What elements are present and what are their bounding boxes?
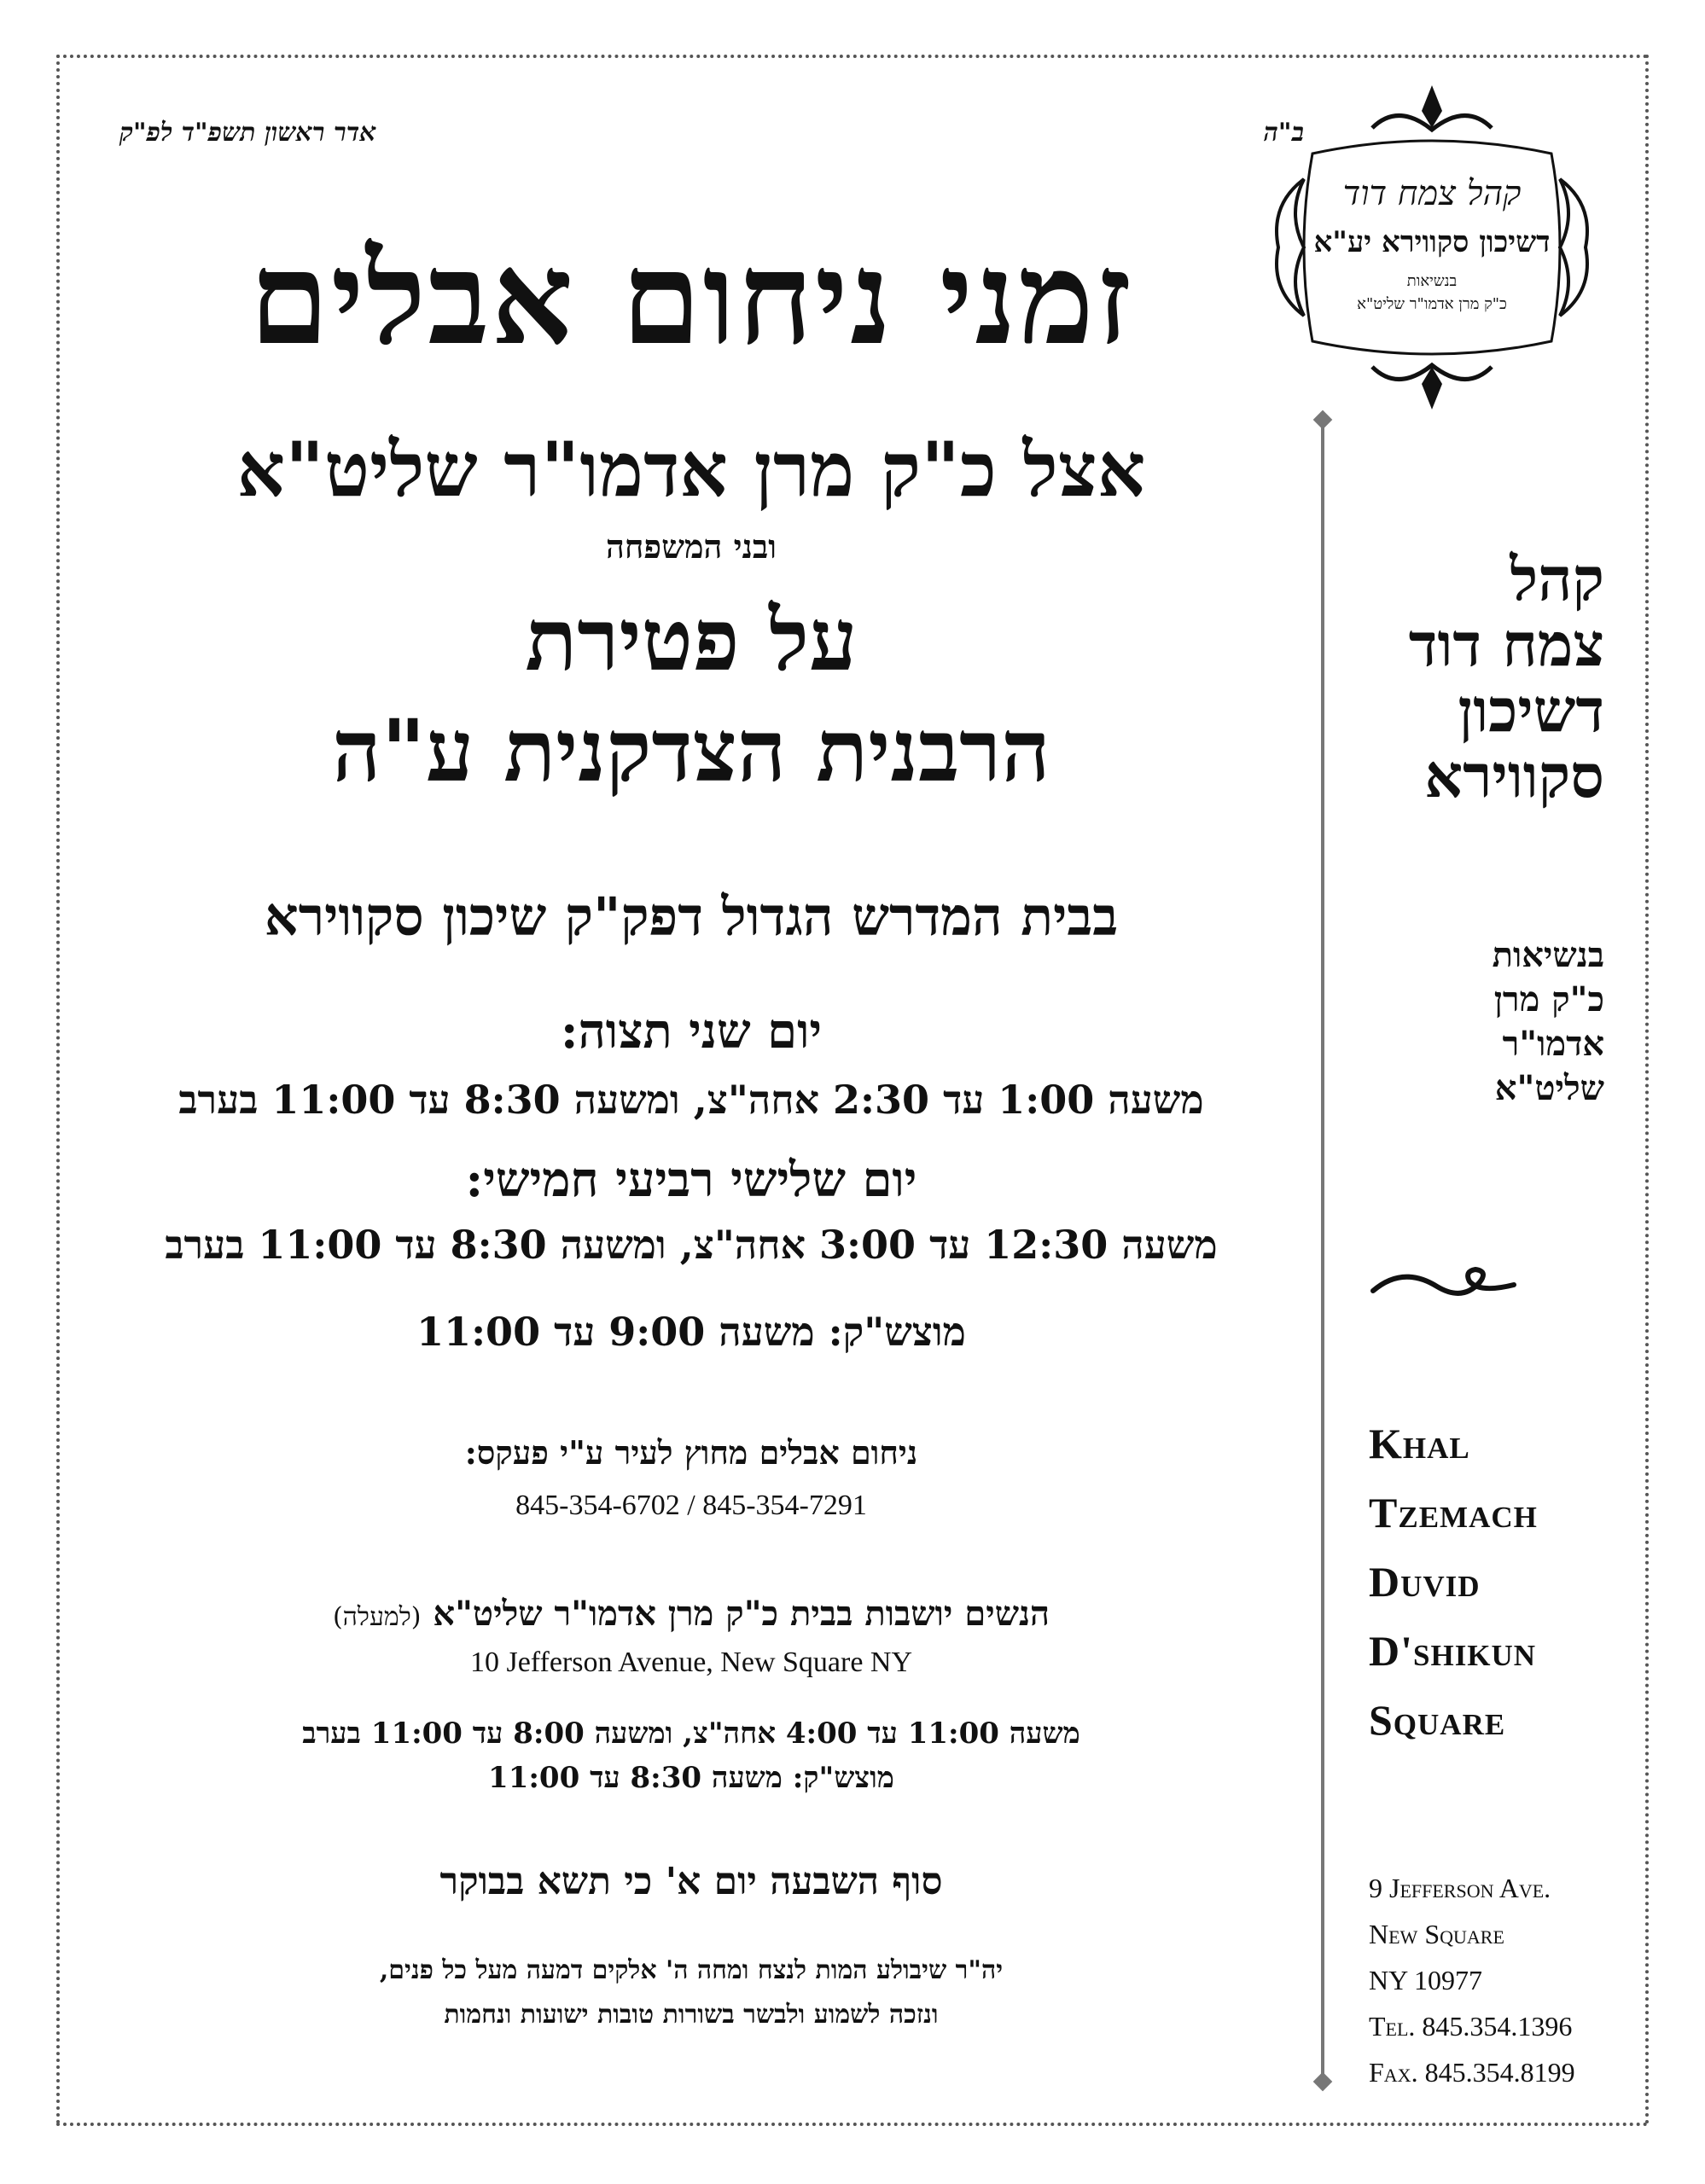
sidebar-contact-address bbox=[1369, 1865, 1642, 2095]
location: בבית המדרש הגדול דפק"ק שיכון סקווירא bbox=[264, 886, 1119, 948]
address-line: New Square bbox=[1369, 1919, 1504, 1949]
sidebar-en-name-line: Tzemach bbox=[1369, 1489, 1538, 1536]
fax-line: Fax. 845.354.8199 bbox=[1369, 2057, 1575, 2088]
sidebar-he-leader-line: בנשיאות bbox=[1492, 935, 1604, 975]
bh-marker: ב"ה bbox=[1263, 118, 1304, 148]
seal-ornament-right bbox=[1560, 179, 1587, 316]
phone-line: Tel. 845.354.1396 bbox=[1369, 2011, 1573, 2042]
prayer-line-1: יה"ר שיבולע המות לנצח ומחה ה' אלקים דמעה מעל כל פנים, bbox=[379, 1955, 1004, 1985]
hebrew-date: אדר ראשון תשפ"ד לפ"ק bbox=[119, 118, 376, 148]
occasion-line-1: על פטירת bbox=[525, 590, 858, 690]
women-address: 10 Jefferson Avenue, New Square NY bbox=[469, 1647, 913, 1678]
fax-numbers: 845-354-6702 / 845-354-7291 bbox=[515, 1490, 867, 1521]
sidebar-en-name-line: Duvid bbox=[1369, 1558, 1481, 1606]
women-motzei-hours: מוצש"ק: משעה 8:30 עד 11:00 bbox=[488, 1761, 894, 1795]
seal-line-2: דשיכון סקווירא יע"א bbox=[1313, 225, 1551, 259]
prayer-line-2: ונזכה לשמוע ולבשר בשורות טובות ישועות ונחמות bbox=[444, 2000, 939, 2030]
sidebar-en-name-line: Khal bbox=[1369, 1420, 1470, 1467]
sidebar-he-leader-line: שליט"א bbox=[1494, 1068, 1604, 1108]
day1-hours: משעה 1:00 עד 2:30 אחה"צ, ומשעה 8:30 עד 11:00 בערב bbox=[178, 1077, 1204, 1123]
seal-ornament-left bbox=[1277, 179, 1304, 316]
day1-label: יום שני תצוה: bbox=[560, 1003, 823, 1060]
flourish-ornament-icon bbox=[1369, 1261, 1522, 1304]
notice-title: זמני ניחום אבלים bbox=[249, 224, 1133, 374]
sidebar-he-name-line: קהל bbox=[1510, 543, 1604, 614]
sidebar-he-name-line: סקווירא bbox=[1424, 741, 1604, 811]
day2-label: יום שלישי רביעי חמישי: bbox=[465, 1152, 917, 1208]
women-note: (למעלה) bbox=[332, 1602, 422, 1632]
sidebar-hebrew-name bbox=[1348, 543, 1630, 811]
sidebar-he-leader-line: אדמו"ר bbox=[1502, 1024, 1604, 1064]
out-of-town-label: ניחום אבלים מחוץ לעיר ע"י פעקס: bbox=[464, 1433, 918, 1472]
sidebar-english-name bbox=[1369, 1409, 1625, 1755]
end-of-shiva: סוף השבעה יום א' כי תשא בבוקר bbox=[439, 1860, 943, 1903]
women-label-text: הנשים יושבות בבית כ"ק מרן אדמו"ר שליט"א bbox=[433, 1594, 1050, 1634]
sidebar-he-name-line: דשיכון bbox=[1458, 675, 1604, 746]
congregation-seal-logo bbox=[1261, 77, 1603, 418]
occasion-line-2: הרבנית הצדקנית ע"ה bbox=[332, 700, 1050, 801]
seal-line-4: כ"ק מרן אדמו"ר שליט"א bbox=[1357, 295, 1507, 313]
motzei-hours: מוצש"ק: משעה 9:00 עד 11:00 bbox=[416, 1309, 966, 1355]
day2-hours: משעה 12:30 עד 3:00 אחה"צ, ומשעה 8:30 עד 11:00 בערב bbox=[165, 1222, 1218, 1268]
women-hours: משעה 11:00 עד 4:00 אחה"צ, ומשעה 8:00 עד 11:00 בערב bbox=[302, 1716, 1080, 1751]
sidebar-he-name-line: צמח דוד bbox=[1408, 609, 1604, 680]
sidebar-he-leader-line: כ"ק מרן bbox=[1493, 979, 1604, 1019]
address-line: NY 10977 bbox=[1369, 1965, 1483, 1995]
sidebar-en-name-line: Square bbox=[1369, 1696, 1506, 1744]
sidebar-divider bbox=[1321, 415, 1324, 2087]
seal-line-3: בנשיאות bbox=[1406, 272, 1458, 290]
sidebar-hebrew-leader bbox=[1348, 933, 1630, 1111]
seal-line-1: קהל צמח דוד bbox=[1342, 174, 1522, 213]
notice-family: ובני המשפחה bbox=[606, 527, 777, 566]
address-line: 9 Jefferson Ave. bbox=[1369, 1873, 1551, 1903]
seal-ornament-top bbox=[1422, 85, 1442, 128]
sidebar-en-name-line: D'shikun bbox=[1369, 1627, 1537, 1675]
notice-subtitle: אצל כ"ק מרן אדמו"ר שליט"א bbox=[236, 425, 1146, 514]
women-label bbox=[137, 1594, 1246, 1634]
seal-ornament-bottom bbox=[1422, 367, 1442, 410]
